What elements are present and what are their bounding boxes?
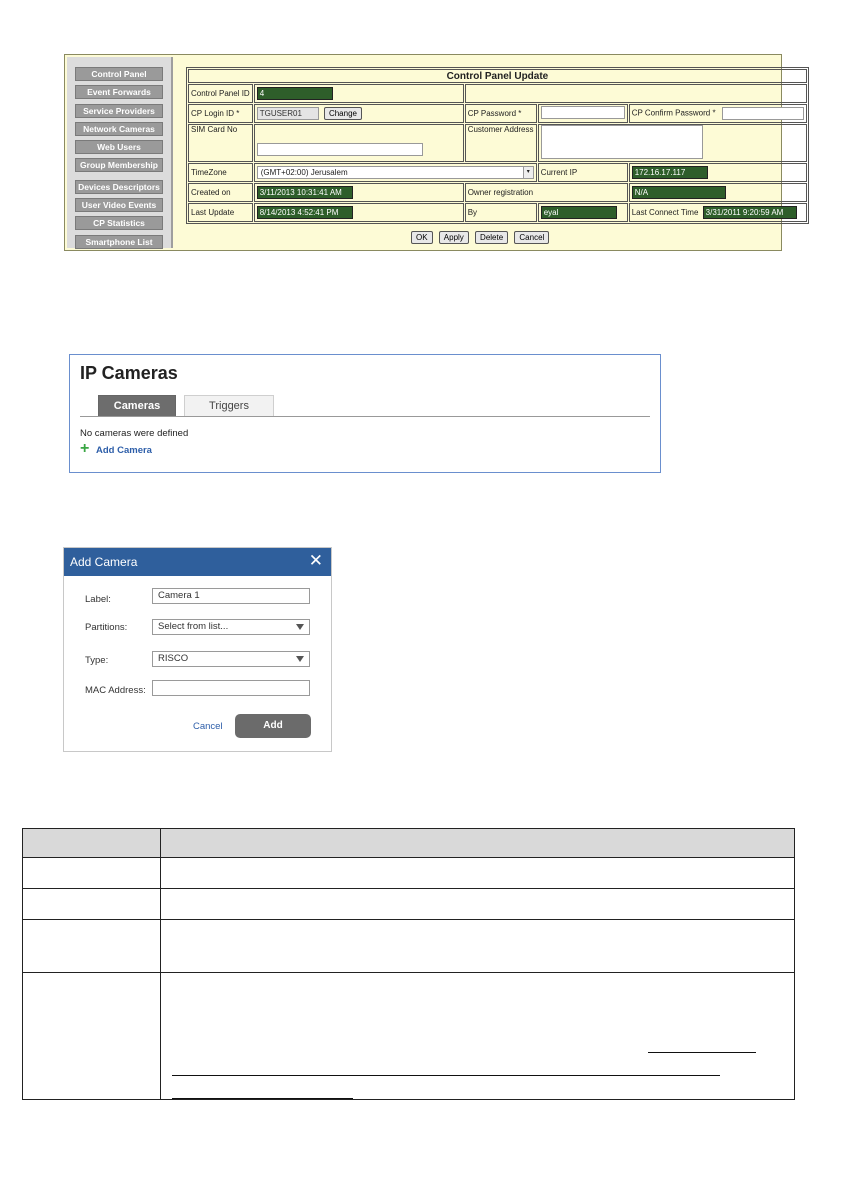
- dropdown-arrow-icon: ▾: [523, 167, 533, 178]
- created-label: Created on: [188, 183, 253, 202]
- mac-field-label: MAC Address:: [85, 685, 146, 696]
- cancel-button[interactable]: Cancel: [514, 231, 549, 244]
- nav-cp-statistics[interactable]: CP Statistics: [75, 216, 163, 230]
- dialog-add-button[interactable]: Add: [235, 714, 311, 738]
- owner-value: N/A: [632, 186, 726, 199]
- id-label: Control Panel ID: [188, 84, 253, 103]
- password-label: CP Password *: [465, 104, 537, 123]
- delete-button[interactable]: Delete: [475, 231, 508, 244]
- change-button[interactable]: Change: [324, 107, 362, 120]
- login-label: CP Login ID *: [188, 104, 253, 123]
- dialog-cancel-link[interactable]: Cancel: [193, 721, 223, 732]
- hyperlink-underline: [172, 1075, 720, 1076]
- confirm-label: CP Confirm Password *: [631, 108, 716, 118]
- timezone-select[interactable]: [257, 166, 534, 179]
- ok-button[interactable]: OK: [411, 231, 433, 244]
- caret-down-icon: [296, 656, 304, 662]
- form-title: Control Panel Update: [188, 69, 807, 83]
- nav-web-users[interactable]: Web Users: [75, 140, 163, 154]
- control-panel-form: [186, 67, 784, 224]
- table-header-cell: [161, 829, 795, 858]
- table-cell: [161, 858, 795, 889]
- control-panel-table: [186, 67, 809, 224]
- nav-network-cameras[interactable]: Network Cameras: [75, 122, 163, 136]
- add-camera-link[interactable]: [80, 440, 152, 457]
- dialog-header: [64, 548, 331, 576]
- empty-cell: [465, 84, 807, 103]
- created-value: 3/11/2013 10:31:41 AM: [257, 186, 353, 199]
- address-textarea[interactable]: [541, 125, 703, 159]
- table-cell: [161, 889, 795, 920]
- by-value: eyal: [541, 206, 617, 219]
- current-ip-label: Current IP: [538, 163, 628, 182]
- label-field-label: Label:: [85, 594, 111, 605]
- sim-label: SIM Card No: [188, 124, 253, 162]
- empty-cameras-text: No cameras were defined: [80, 428, 189, 439]
- field-description-table: [22, 828, 795, 1100]
- timezone-value: (GMT+02:00) Jerusalem: [260, 168, 348, 177]
- type-field-label: Type:: [85, 655, 109, 666]
- table-cell: [23, 973, 161, 1100]
- admin-sidebar: [67, 57, 173, 248]
- table-cell: [161, 920, 795, 973]
- add-camera-dialog: [63, 547, 332, 752]
- partitions-value: Select from list...: [158, 621, 229, 632]
- control-panel-screenshot: [64, 54, 782, 251]
- label-input[interactable]: Camera 1: [152, 588, 310, 604]
- last-update-label: Last Update: [188, 203, 253, 222]
- tab-cameras[interactable]: Cameras: [98, 395, 176, 416]
- last-connect-label: Last Connect Time: [631, 208, 699, 217]
- hyperlink-underline: [172, 1098, 353, 1099]
- partitions-field-label: Partitions:: [85, 622, 128, 633]
- confirm-input[interactable]: [722, 107, 804, 120]
- close-icon[interactable]: ✕: [308, 551, 323, 570]
- nav-smartphone-list[interactable]: Smartphone List: [75, 235, 163, 249]
- last-connect-value: 3/31/2011 9:20:59 AM: [703, 206, 797, 219]
- password-input[interactable]: [541, 106, 625, 119]
- tab-underline: [80, 416, 650, 417]
- apply-button[interactable]: Apply: [439, 231, 469, 244]
- table-cell: [161, 973, 795, 1100]
- ip-cameras-panel: [69, 354, 661, 473]
- plus-icon: +: [80, 440, 90, 457]
- type-value: RISCO: [158, 653, 189, 664]
- address-label: Customer Address: [465, 124, 537, 162]
- table-header-cell: [23, 829, 161, 858]
- login-value: TGUSER01: [257, 107, 319, 120]
- mac-input[interactable]: [152, 680, 310, 696]
- table-cell: [23, 920, 161, 973]
- hyperlink-underline: [648, 1052, 756, 1053]
- dialog-title: Add Camera: [70, 555, 138, 569]
- caret-down-icon: [296, 624, 304, 630]
- by-label: By: [465, 203, 537, 222]
- tab-triggers[interactable]: Triggers: [184, 395, 274, 416]
- table-cell: [23, 858, 161, 889]
- owner-label: Owner registration: [465, 183, 628, 202]
- form-actions: [411, 231, 553, 244]
- type-select[interactable]: [152, 651, 310, 667]
- id-value: 4: [257, 87, 333, 100]
- nav-user-video-events[interactable]: User Video Events: [75, 198, 163, 212]
- nav-devices-descriptors[interactable]: Devices Descriptors: [75, 180, 163, 194]
- sidebar-nav: [75, 67, 163, 249]
- current-ip-value: 172.16.17.117: [632, 166, 708, 179]
- last-update-value: 8/14/2013 4:52:41 PM: [257, 206, 353, 219]
- sim-input[interactable]: [257, 143, 423, 156]
- nav-event-forwards[interactable]: Event Forwards: [75, 85, 163, 99]
- table-cell: [23, 889, 161, 920]
- add-camera-label: Add Camera: [96, 445, 152, 456]
- nav-group-membership[interactable]: Group Membership: [75, 158, 163, 172]
- nav-control-panel[interactable]: Control Panel: [75, 67, 163, 81]
- partitions-select[interactable]: [152, 619, 310, 635]
- ip-cameras-title: IP Cameras: [80, 363, 178, 383]
- timezone-label: TimeZone: [188, 163, 253, 182]
- nav-service-providers[interactable]: Service Providers: [75, 104, 163, 118]
